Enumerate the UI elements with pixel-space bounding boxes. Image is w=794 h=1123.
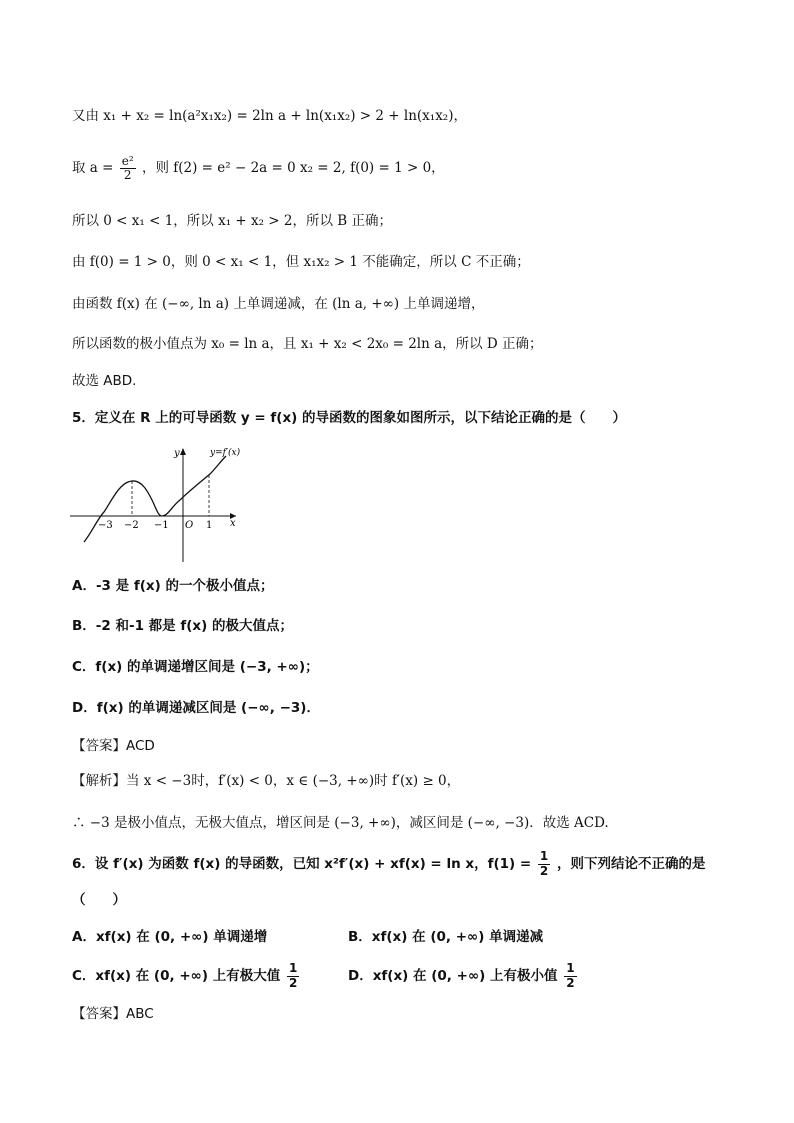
question-5-option-a: A．-3 是 f(x) 的一个极小值点； (72, 578, 274, 594)
solution-line-7: 故选 ABD. (72, 373, 137, 389)
question-6-option-a: A．xf(x) 在 (0, +∞) 单调递增 (72, 929, 268, 945)
y-axis-arrow (180, 448, 186, 455)
fraction-denominator: 2 (288, 975, 298, 990)
fraction-e2-over-2 (120, 155, 136, 182)
fraction-numerator: 1 (539, 849, 549, 864)
curve-label: y=f′(x) (210, 448, 241, 458)
question-6-option-d (348, 960, 579, 992)
fraction-numerator: 1 (566, 961, 575, 976)
origin-label: O (185, 520, 194, 531)
solution-line-5: 由函数 f(x) 在 (−∞, ln a) 上单调递减，在 (ln a, +∞) 上单调递增， (72, 296, 485, 312)
x-axis-label: x (230, 518, 236, 529)
y-axis-label: y (174, 448, 180, 459)
line-2-prefix: 取 a = (72, 160, 114, 176)
question-6-answer: 【答案】ABC (72, 1006, 154, 1022)
fraction-denominator: 2 (123, 168, 132, 182)
question-6-stem-suffix: ，则下列结论不正确的是 (556, 856, 706, 872)
question-5-answer: 【答案】ACD (72, 738, 155, 754)
question-6-option-b: B．xf(x) 在 (0, +∞) 单调递减 (348, 929, 544, 945)
question-6-stem-prefix: 6．设 f′(x) 为函数 f(x) 的导函数，已知 x²f′(x) + xf(x) = ln x，f(1) = (72, 856, 532, 872)
tick-label-minus-3: −3 (98, 520, 113, 531)
question-6-stem (72, 848, 705, 880)
question-5-analysis-line-1: 【解析】当 x < −3时，f′(x) < 0，x ∈ (−3, +∞)时 f′(x) ≥ 0， (72, 773, 461, 789)
tick-label-minus-2: −2 (124, 520, 139, 531)
solution-line-3: 所以 0 < x₁ < 1，所以 x₁ + x₂ > 2，所以 B 正确； (72, 213, 393, 229)
solution-line-2 (72, 152, 445, 184)
tick-label-1: 1 (206, 520, 213, 531)
derivative-graph (70, 444, 250, 564)
fraction-denominator: 2 (539, 863, 549, 878)
question-5-option-b: B．-2 和-1 都是 f(x) 的极大值点； (72, 618, 294, 634)
option-c-text: C．xf(x) 在 (0, +∞) 上有极大值 (72, 968, 281, 984)
question-5-analysis-line-2: ∴ −3 是极小值点，无极大值点，增区间是 (−3, +∞)，减区间是 (−∞, −3)．故选 ACD. (72, 815, 609, 831)
tick-label-minus-1: −1 (154, 520, 169, 531)
fraction-denominator: 2 (566, 975, 575, 990)
fraction-1-over-2 (538, 850, 550, 877)
solution-line-6: 所以函数的极小值点为 x₀ = ln a，且 x₁ + x₂ < 2x₀ = 2ln a，所以 D 正确； (72, 336, 543, 352)
question-6-option-c (72, 960, 301, 992)
question-5-option-d: D．f(x) 的单调递减区间是 (−∞, −3)． (72, 700, 320, 716)
line-2-suffix: ，则 f(2) = e² − 2a = 0 x₂ = 2, f(0) = 1 > 0， (141, 160, 445, 176)
question-5-stem: 5．定义在 R 上的可导函数 y = f(x) 的导函数的图象如图所示，以下结论正确的是（ ） (72, 410, 627, 426)
solution-line-4: 由 f(0) = 1 > 0，则 0 < x₁ < 1，但 x₁x₂ > 1 不能确定，所以 C 不正确； (72, 254, 530, 270)
fraction-1-over-2 (287, 962, 299, 989)
solution-line-1: 又由 x₁ + x₂ = ln(a²x₁x₂) = 2ln a + ln(x₁x₂) > 2 + ln(x₁x₂)， (72, 108, 467, 124)
fraction-1-over-2 (564, 962, 576, 989)
option-d-text: D．xf(x) 在 (0, +∞) 上有极小值 (348, 968, 558, 984)
question-6-stem-line-2: （ ） (72, 892, 126, 908)
fraction-numerator: e² (121, 153, 134, 168)
fraction-numerator: 1 (288, 961, 298, 976)
question-5-option-c: C．f(x) 的单调递增区间是 (−3, +∞)； (72, 659, 319, 675)
